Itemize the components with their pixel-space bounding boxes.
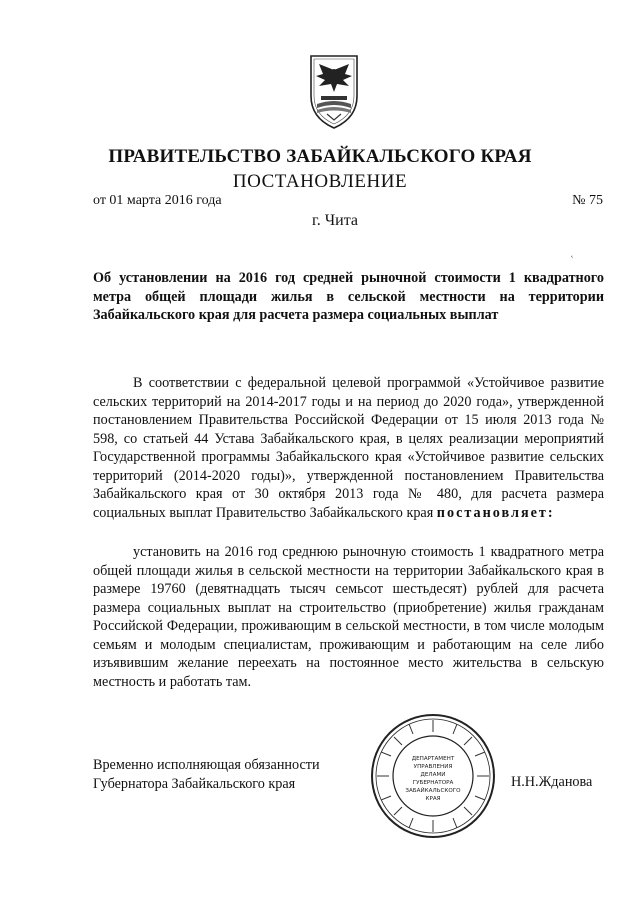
body-paragraph-1 [93, 374, 604, 522]
document-number: № 75 [572, 193, 603, 208]
scan-mark: ˛ [571, 249, 574, 258]
signatory-name: Н.Н.Жданова [511, 774, 593, 790]
document-subject: Об установлении на 2016 год средней рыночной стоимости 1 квадратного метра общей площади жилья в сельской местности на территории Забайкальского края для расчета размера социальных выплат [93, 270, 604, 323]
seal-line-3: ДЕЛАМИ [420, 772, 446, 778]
seal-line-6: КРАЯ [425, 796, 441, 802]
government-name: ПРАВИТЕЛЬСТВО ЗАБАЙКАЛЬСКОГО КРАЯ [108, 146, 532, 167]
seal-line-2: УПРАВЛЕНИЯ [413, 764, 453, 770]
signatory-position [93, 756, 320, 794]
seal-line-1: ДЕПАРТАМЕНТ [411, 756, 455, 762]
seal-line-4: ГУБЕРНАТОРА [412, 780, 454, 786]
document-type: ПОСТАНОВЛЕНИЕ [232, 171, 408, 192]
document-city: г. Чита [311, 212, 358, 229]
position-line-1: Временно исполняющая обязанности [93, 757, 320, 773]
seal-line-5: ЗАБАЙКАЛЬСКОГО [405, 788, 461, 794]
coat-of-arms-emblem [307, 52, 361, 130]
document-date: от 01 марта 2016 года [93, 193, 222, 208]
decree-keyword: постановляет: [436, 504, 555, 521]
paragraph-1-text: В соответствии с федеральной целевой программой «Устойчивое развитие сельских территорий на 2014-2017 годы и на период до 2020 года», утвержденной постановлением Правительства Российской Федерации от 15 июля 2013 года № 598, со статьей 44 Устава Забайкальского края, в целях реализации мероприятий Государственной программы Забайкальского края «Устойчивое развитие сельских территорий (2014-2020 годы)», утвержденной постановлением Правительства Забайкальского края от 30 октября 2013 года № 480, для расчета размера социальных выплат Правительство Забайкальского края [93, 375, 604, 521]
official-seal [369, 712, 497, 840]
position-line-2: Губернатора Забайкальского края [93, 776, 296, 792]
body-paragraph-2: установить на 2016 год среднюю рыночную стоимость 1 квадратного метра общей площади жилья в сельской местности на территории Забайкальского края в размере 19760 (девятнадцать тысяч семьсот шестьдесят) рублей для расчета размера социальных выплат на строительство (приобретение) жилья гражданам Российской Федерации, проживающим в сельской местности, в том числе молодым семьям и молодым специалистам, проживающим и работающим на селе либо изъявившим желание переехать на постоянное место жительства в сельскую местность и работать там. [93, 544, 604, 690]
